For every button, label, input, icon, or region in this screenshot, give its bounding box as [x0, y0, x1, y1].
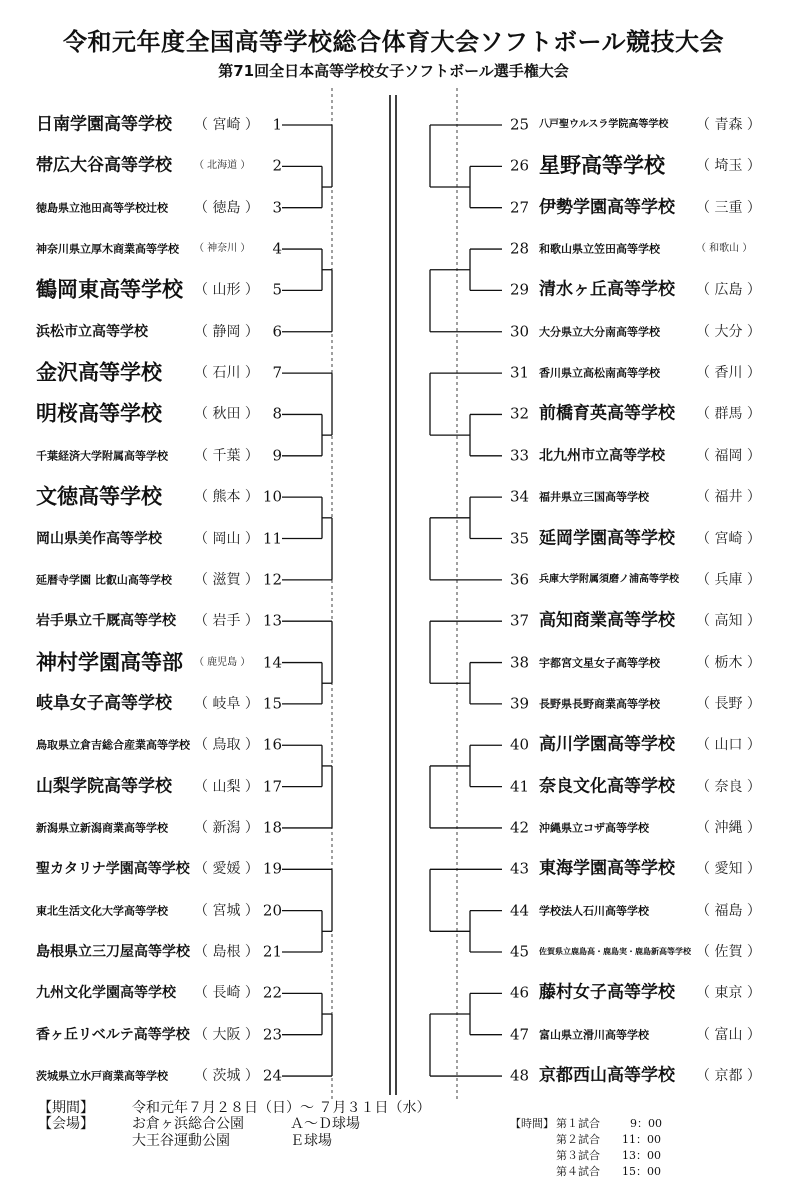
- team-name: 北九州市立高等学校: [539, 447, 665, 464]
- team-name: 島根県立三刀屋高等学校: [36, 944, 190, 960]
- seed-number: 8: [272, 404, 282, 423]
- team-name: 清水ヶ丘高等学校: [539, 279, 675, 300]
- seed-number: 33: [510, 446, 530, 465]
- seed-number: 36: [510, 570, 530, 589]
- seed-number: 28: [510, 239, 530, 258]
- period-value: 令和元年７月２８日（日）～ ７月３１日（水）: [132, 1100, 431, 1116]
- team-name: 伊勢学園高等学校: [539, 197, 675, 218]
- period-label: 【期間】: [38, 1100, 94, 1116]
- game-time: 11：00: [622, 1133, 661, 1146]
- team-name: 岡山県美作高等学校: [36, 530, 162, 547]
- prefecture: （ 徳島 ）: [194, 199, 259, 216]
- prefecture: （ 福島 ）: [696, 902, 761, 919]
- prefecture: （ 新潟 ）: [194, 819, 259, 836]
- game-name: 第３試合: [556, 1149, 600, 1162]
- prefecture: （ 埼玉 ）: [696, 158, 761, 175]
- prefecture: （ 長野 ）: [696, 695, 761, 712]
- seed-number: 42: [510, 818, 530, 837]
- prefecture: （ 佐賀 ）: [696, 944, 761, 960]
- team-name: 茨城県立水戸商業高等学校: [36, 1069, 168, 1083]
- prefecture: （ 茨城 ）: [194, 1068, 259, 1085]
- prefecture: （ 熊本 ）: [194, 489, 259, 506]
- team-name: 聖カタリナ学園高等学校: [36, 861, 190, 878]
- seed-number: 12: [262, 570, 282, 589]
- seed-number: 31: [510, 363, 530, 382]
- team-name: 新潟県立新潟商業高等学校: [36, 821, 168, 835]
- team-name: 宇都宮文星女子高等学校: [539, 656, 660, 670]
- seed-number: 17: [262, 777, 282, 796]
- schedule-label: 【時間】: [510, 1117, 554, 1130]
- prefecture: （ 愛媛 ）: [194, 861, 259, 878]
- team-name: 延岡学園高等学校: [539, 528, 675, 548]
- game-time: 9：00: [630, 1117, 662, 1130]
- team-name: 佐賀県立鹿島高・鹿島実・鹿島新高等学校: [539, 947, 691, 956]
- team-name: 浜松市立高等学校: [36, 323, 148, 340]
- seed-number: 26: [510, 156, 530, 175]
- game-name: 第４試合: [556, 1165, 600, 1178]
- prefecture: （ 宮崎 ）: [194, 117, 259, 133]
- seed-number: 43: [510, 859, 530, 878]
- game-time: 13：00: [622, 1149, 661, 1162]
- prefecture: （ 滋賀 ）: [194, 571, 259, 588]
- prefecture: （ 宮城 ）: [194, 902, 259, 919]
- seed-number: 46: [510, 983, 530, 1002]
- seed-number: 15: [262, 694, 282, 713]
- seed-number: 41: [510, 777, 530, 796]
- venue-label: 【会場】: [38, 1116, 94, 1132]
- team-name: 福井県立三国高等学校: [539, 490, 649, 504]
- seed-number: 22: [262, 983, 282, 1002]
- prefecture: （ 大阪 ）: [194, 1026, 259, 1043]
- team-name: 神村学園高等部: [36, 650, 183, 675]
- prefecture: （ 和歌山 ）: [696, 243, 753, 255]
- team-name: 香ヶ丘リベルテ高等学校: [36, 1026, 190, 1043]
- prefecture: （ 神奈川 ）: [194, 243, 251, 255]
- venue2-name: 大王谷運動公園: [132, 1133, 230, 1149]
- prefecture: （ 兵庫 ）: [696, 571, 761, 588]
- prefecture: （ 岡山 ）: [194, 530, 259, 547]
- seed-number: 20: [262, 901, 282, 920]
- team-name: 千葉経済大学附属高等学校: [36, 449, 168, 463]
- team-name: 富山県立滑川高等学校: [539, 1028, 649, 1042]
- prefecture: （ 秋田 ）: [194, 406, 259, 423]
- seed-number: 34: [510, 487, 530, 506]
- seed-number: 29: [510, 280, 530, 299]
- prefecture: （ 千葉 ）: [194, 447, 259, 464]
- seed-number: 13: [262, 611, 282, 630]
- team-name: 学校法人石川高等学校: [539, 904, 649, 918]
- venue2-fields: Ｅ球場: [290, 1133, 332, 1149]
- team-name: 兵庫大学附属須磨ノ浦高等学校: [539, 573, 679, 585]
- prefecture: （ 沖縄 ）: [696, 819, 761, 836]
- team-name: 高知商業高等学校: [539, 610, 675, 631]
- seed-number: 10: [262, 487, 282, 506]
- team-name: 文徳高等学校: [36, 484, 162, 509]
- seed-number: 4: [272, 239, 282, 258]
- seed-number: 2: [272, 156, 282, 175]
- prefecture: （ 静岡 ）: [194, 323, 259, 340]
- seed-number: 47: [510, 1025, 530, 1044]
- prefecture: （ 北海道 ）: [194, 160, 251, 172]
- prefecture: （ 山形 ）: [194, 282, 259, 299]
- prefecture: （ 山口 ）: [696, 737, 761, 754]
- seed-number: 3: [272, 198, 282, 217]
- team-name: 長野県長野商業高等学校: [539, 697, 660, 711]
- prefecture: （ 鹿児島 ）: [194, 656, 251, 668]
- team-name: 東海学園高等学校: [539, 858, 675, 879]
- seed-number: 5: [272, 280, 282, 299]
- team-name: 京都西山高等学校: [539, 1065, 675, 1086]
- seed-number: 32: [510, 404, 530, 423]
- team-name: 沖縄県立コザ高等学校: [539, 821, 649, 835]
- seed-number: 37: [510, 611, 530, 630]
- prefecture: （ 長崎 ）: [194, 985, 259, 1002]
- seed-number: 45: [510, 942, 530, 961]
- team-name: 日南学園高等学校: [36, 114, 172, 135]
- venue1-fields: Ａ～Ｄ球場: [290, 1116, 360, 1132]
- prefecture: （ 愛知 ）: [696, 861, 761, 878]
- prefecture: （ 富山 ）: [696, 1026, 761, 1043]
- seed-number: 23: [262, 1025, 282, 1044]
- game-name: 第２試合: [556, 1133, 600, 1146]
- prefecture: （ 広島 ）: [696, 282, 761, 299]
- seed-number: 7: [272, 363, 282, 382]
- seed-number: 39: [510, 694, 530, 713]
- team-name: 鶴岡東高等学校: [36, 277, 183, 302]
- seed-number: 6: [272, 322, 282, 341]
- seed-number: 21: [262, 942, 282, 961]
- seed-number: 48: [510, 1066, 530, 1085]
- prefecture: （ 栃木 ）: [696, 654, 761, 671]
- team-name: 奈良文化高等学校: [539, 776, 675, 797]
- seed-number: 24: [262, 1066, 282, 1085]
- prefecture: （ 香川 ）: [696, 365, 761, 382]
- prefecture: （ 大分 ）: [696, 323, 761, 340]
- team-name: 延暦寺学園 比叡山高等学校: [36, 573, 172, 587]
- team-name: 高川学園高等学校: [539, 734, 675, 755]
- team-name: 徳島県立池田高等学校辻校: [36, 201, 168, 215]
- prefecture: （ 群馬 ）: [696, 406, 761, 423]
- team-name: 金沢高等学校: [36, 360, 162, 385]
- seed-number: 40: [510, 735, 530, 754]
- team-name: 岐阜女子高等学校: [36, 693, 172, 714]
- seed-number: 27: [510, 198, 530, 217]
- game-name: 第１試合: [556, 1117, 600, 1130]
- seed-number: 38: [510, 653, 530, 672]
- team-name: 香川県立高松南高等学校: [539, 366, 660, 380]
- venue1-name: お倉ヶ浜総合公園: [132, 1116, 244, 1132]
- page-title: 令和元年度全国高等学校総合体育大会ソフトボール競技大会: [62, 28, 725, 56]
- prefecture: （ 鳥取 ）: [194, 737, 259, 754]
- page-subtitle: 第71回全日本高等学校女子ソフトボール選手権大会: [218, 62, 569, 80]
- seed-number: 30: [510, 322, 530, 341]
- prefecture: （ 島根 ）: [194, 944, 259, 960]
- seed-number: 19: [262, 859, 282, 878]
- seed-number: 35: [510, 529, 530, 547]
- team-name: 鳥取県立倉吉総合産業高等学校: [36, 738, 190, 752]
- team-name: 岩手県立千厩高等学校: [36, 613, 176, 630]
- team-name: 和歌山県立笠田高等学校: [539, 242, 660, 256]
- seed-number: 14: [262, 653, 282, 672]
- team-name: 神奈川県立厚木商業高等学校: [36, 242, 179, 256]
- seed-number: 25: [510, 115, 530, 134]
- seed-number: 11: [262, 529, 282, 547]
- team-name: 八戸聖ウルスラ学院高等学校: [539, 119, 669, 130]
- team-name: 明桜高等学校: [36, 401, 162, 426]
- prefecture: （ 三重 ）: [696, 199, 761, 216]
- seed-number: 9: [272, 446, 282, 465]
- prefecture: （ 山梨 ）: [194, 778, 259, 795]
- seed-number: 1: [272, 115, 282, 134]
- prefecture: （ 青森 ）: [696, 117, 761, 133]
- team-name: 星野高等学校: [539, 153, 665, 178]
- seed-number: 18: [262, 818, 282, 837]
- game-time: 15：00: [622, 1165, 661, 1178]
- team-name: 山梨学院高等学校: [36, 776, 172, 797]
- prefecture: （ 福岡 ）: [696, 447, 761, 464]
- team-name: 東北生活文化大学高等学校: [36, 904, 168, 918]
- prefecture: （ 奈良 ）: [696, 778, 761, 795]
- prefecture: （ 岩手 ）: [194, 613, 259, 630]
- prefecture: （ 福井 ）: [696, 489, 761, 506]
- team-name: 大分県立大分南高等学校: [539, 325, 660, 339]
- prefecture: （ 宮崎 ）: [696, 530, 761, 547]
- team-name: 藤村女子高等学校: [539, 982, 675, 1003]
- team-name: 九州文化学園高等学校: [36, 985, 176, 1002]
- seed-number: 44: [510, 901, 530, 920]
- seed-number: 16: [262, 735, 282, 754]
- prefecture: （ 京都 ）: [696, 1068, 761, 1085]
- prefecture: （ 岐阜 ）: [194, 695, 259, 712]
- prefecture: （ 東京 ）: [696, 985, 761, 1002]
- team-name: 帯広大谷高等学校: [36, 155, 172, 176]
- prefecture: （ 石川 ）: [194, 365, 259, 382]
- team-name: 前橋育英高等学校: [539, 403, 675, 424]
- prefecture: （ 高知 ）: [696, 613, 761, 630]
